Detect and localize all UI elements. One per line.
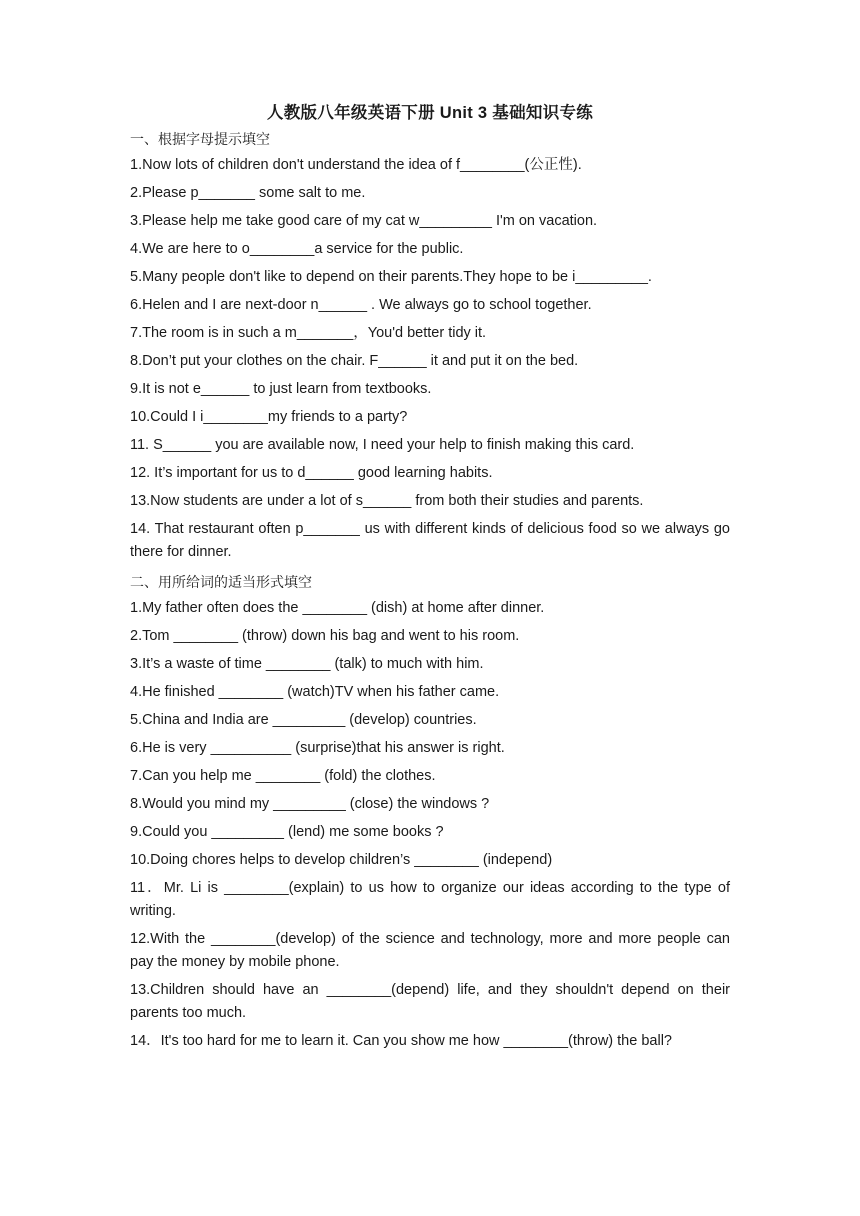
question-1-4: 4.We are here to o________a service for the public. <box>130 241 464 257</box>
question-1-10: 10.Could I i________my friends to a party? <box>130 409 408 425</box>
worksheet-page <box>130 100 730 1058</box>
question-1-5: 5.Many people don't like to depend on their parents.They hope to be i_________. <box>130 269 652 285</box>
question-2-13: 13.Children should have an ________(depend) life, and they shouldn't depend on their parents too much. <box>130 982 730 1021</box>
question-1-14: 14. That restaurant often p_______ us with different kinds of delicious food so we always go there for dinner. <box>130 521 730 560</box>
question-1-9: 9.It is not e______ to just learn from textbooks. <box>130 381 432 397</box>
question-2-4: 4.He finished ________ (watch)TV when his father came. <box>130 684 500 700</box>
question-1-13: 13.Now students are under a lot of s______ from both their studies and parents. <box>130 493 644 509</box>
question-1-11: 11. S______ you are available now, I need your help to finish making this card. <box>130 437 635 453</box>
section-2-heading: 二、用所给词的适当形式填空 <box>130 575 312 591</box>
question-1-2: 2.Please p_______ some salt to me. <box>130 185 366 201</box>
question-2-1: 1.My father often does the ________ (dish) at home after dinner. <box>130 600 545 616</box>
question-2-5: 5.China and India are _________ (develop) countries. <box>130 712 477 728</box>
question-2-7: 7.Can you help me ________ (fold) the clothes. <box>130 768 436 784</box>
question-2-10: 10.Doing chores helps to develop children’s ________ (independ) <box>130 852 553 868</box>
question-1-6: 6.Helen and I are next-door n______ . We always go to school together. <box>130 297 592 313</box>
question-2-3: 3.It’s a waste of time ________ (talk) to much with him. <box>130 656 484 672</box>
section-2-items <box>130 597 730 1053</box>
question-2-14: 14．It's too hard for me to learn it. Can you show me how ________(throw) the ball? <box>130 1033 672 1049</box>
question-2-9: 9.Could you _________ (lend) me some books ? <box>130 824 444 840</box>
question-2-8: 8.Would you mind my _________ (close) the windows ? <box>130 796 490 812</box>
question-1-8: 8.Don’t put your clothes on the chair. F______ it and put it on the bed. <box>130 353 579 369</box>
section-1-items <box>130 154 730 564</box>
question-2-2: 2.Tom ________ (throw) down his bag and went to his room. <box>130 628 520 644</box>
page-title: 人教版八年级英语下册 Unit 3 基础知识专练 <box>266 104 594 122</box>
question-2-6: 6.He is very __________ (surprise)that his answer is right. <box>130 740 505 756</box>
question-1-3: 3.Please help me take good care of my cat w_________ I'm on vacation. <box>130 213 598 229</box>
question-1-12: 12. It’s important for us to d______ good learning habits. <box>130 465 493 481</box>
question-1-1: 1.Now lots of children don't understand the idea of f________(公正性). <box>130 157 582 173</box>
question-1-7: 7.The room is in such a m_______，You'd better tidy it. <box>130 325 487 341</box>
section-1-heading: 一、根据字母提示填空 <box>130 132 270 148</box>
question-2-11: 11．Mr. Li is ________(explain) to us how to organize our ideas according to the type of writing. <box>130 880 730 919</box>
question-2-12: 12.With the ________(develop) of the science and technology, more and more people can pay the money by mobile phone. <box>130 931 730 970</box>
